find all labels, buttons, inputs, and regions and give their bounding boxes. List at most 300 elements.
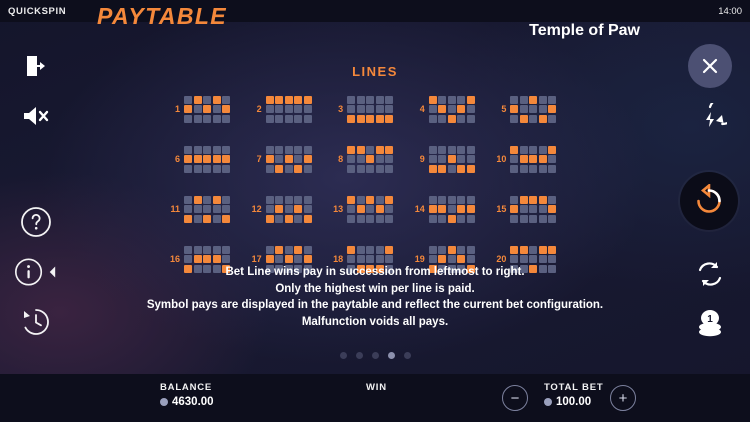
help-icon[interactable] <box>14 200 58 244</box>
payline-cell <box>194 196 202 204</box>
payline-cell <box>548 215 556 223</box>
payline-cell <box>285 246 293 254</box>
payline-cell <box>539 96 547 104</box>
bet-decrease-button[interactable]: − <box>502 385 528 411</box>
payline-cell <box>429 255 437 263</box>
payline-cell <box>457 115 465 123</box>
payline-cell <box>529 255 537 263</box>
payline-cell <box>457 96 465 104</box>
payline-cell <box>213 146 221 154</box>
payline-cell <box>366 246 374 254</box>
payline-cell <box>548 255 556 263</box>
payline-cell <box>194 165 202 173</box>
payline-cell <box>222 165 230 173</box>
payline-cell <box>275 115 283 123</box>
payline-cell <box>294 205 302 213</box>
payline-item <box>331 84 413 134</box>
clock: 14:00 <box>718 5 742 17</box>
payline-cell <box>213 155 221 163</box>
payline-cell <box>510 246 518 254</box>
payline-cell <box>347 205 355 213</box>
lines-heading: LINES <box>352 64 398 79</box>
page-title: PAYTABLE <box>97 3 228 29</box>
payline-cell <box>275 146 283 154</box>
payline-cell <box>548 155 556 163</box>
payline-cell <box>275 246 283 254</box>
left-toolbar <box>14 44 62 144</box>
payline-cell <box>376 255 384 263</box>
payline-cell <box>548 96 556 104</box>
payline-cell <box>438 165 446 173</box>
balance-value: 4630.00 <box>172 396 214 408</box>
payline-cell <box>457 146 465 154</box>
payline-cell <box>285 146 293 154</box>
payline-cell <box>448 255 456 263</box>
payline-cell <box>429 115 437 123</box>
payline-cell <box>529 215 537 223</box>
payline-cell <box>222 246 230 254</box>
payline-pattern <box>347 146 393 173</box>
payline-cell <box>529 196 537 204</box>
payline-cell <box>510 255 518 263</box>
rules-line: Only the highest win per line is paid. <box>275 282 475 295</box>
payline-cell <box>457 205 465 213</box>
payline-cell <box>203 196 211 204</box>
payline-cell <box>429 155 437 163</box>
payline-cell <box>194 205 202 213</box>
payline-cell <box>539 205 547 213</box>
payline-cell <box>266 246 274 254</box>
payline-cell <box>429 215 437 223</box>
payline-cell <box>194 215 202 223</box>
payline-cell <box>213 215 221 223</box>
payline-cell <box>385 165 393 173</box>
payline-cell <box>448 105 456 113</box>
payline-cell <box>539 165 547 173</box>
payline-item <box>250 134 332 184</box>
payline-cell <box>457 155 465 163</box>
payline-cell <box>194 96 202 104</box>
payline-pattern <box>184 96 230 123</box>
payline-cell <box>520 255 528 263</box>
payline-cell <box>304 96 312 104</box>
payline-cell <box>467 165 475 173</box>
payline-cell <box>213 205 221 213</box>
payline-cell <box>510 96 518 104</box>
payline-pattern <box>510 196 556 223</box>
payline-cell <box>285 205 293 213</box>
payline-cell <box>385 96 393 104</box>
payline-number: 3 <box>338 104 344 114</box>
payline-cell <box>347 115 355 123</box>
payline-number: 14 <box>414 204 425 214</box>
payline-number: 1 <box>174 104 180 114</box>
payline-cell <box>266 105 274 113</box>
bet-increase-button[interactable]: + <box>610 385 636 411</box>
payline-cell <box>539 105 547 113</box>
payline-cell <box>376 146 384 154</box>
payline-cell <box>376 215 384 223</box>
payline-cell <box>438 155 446 163</box>
payline-cell <box>304 146 312 154</box>
payline-cell <box>429 146 437 154</box>
payline-cell <box>448 155 456 163</box>
page-dot[interactable] <box>404 352 411 359</box>
payline-cell <box>429 165 437 173</box>
payline-cell <box>510 155 518 163</box>
payline-cell <box>529 96 537 104</box>
payline-cell <box>376 205 384 213</box>
payline-number: 8 <box>338 154 344 164</box>
payline-cell <box>520 96 528 104</box>
payline-cell <box>366 115 374 123</box>
payline-cell <box>203 146 211 154</box>
payline-cell <box>357 205 365 213</box>
rules-line: Malfunction voids all pays. <box>301 315 449 328</box>
payline-cell <box>347 246 355 254</box>
payline-cell <box>285 165 293 173</box>
payline-cell <box>304 155 312 163</box>
total-bet-value: 100.00 <box>556 396 592 408</box>
payline-cell <box>347 146 355 154</box>
payline-cell <box>457 215 465 223</box>
payline-cell <box>385 196 393 204</box>
payline-cell <box>222 196 230 204</box>
payline-cell <box>203 255 211 263</box>
payline-cell <box>438 246 446 254</box>
payline-cell <box>548 196 556 204</box>
payline-cell <box>520 215 528 223</box>
payline-cell <box>548 246 556 254</box>
payline-cell <box>510 105 518 113</box>
payline-cell <box>184 155 192 163</box>
payline-cell <box>285 105 293 113</box>
payline-pattern <box>347 196 393 223</box>
payline-cell <box>467 155 475 163</box>
payline-cell <box>467 205 475 213</box>
payline-cell <box>548 115 556 123</box>
payline-cell <box>203 155 211 163</box>
payline-cell <box>285 196 293 204</box>
payline-cell <box>376 115 384 123</box>
payline-cell <box>467 105 475 113</box>
payline-cell <box>222 115 230 123</box>
payline-cell <box>294 115 302 123</box>
payline-cell <box>520 165 528 173</box>
payline-cell <box>529 165 537 173</box>
win-label: WIN <box>366 382 387 393</box>
payline-cell <box>457 246 465 254</box>
payline-cell <box>438 196 446 204</box>
payline-cell <box>438 255 446 263</box>
payline-pattern <box>184 146 230 173</box>
payline-number: 18 <box>333 254 344 264</box>
payline-cell <box>266 196 274 204</box>
payline-cell <box>222 96 230 104</box>
payline-cell <box>347 96 355 104</box>
payline-cell <box>294 165 302 173</box>
balance-label: BALANCE <box>160 382 213 393</box>
payline-cell <box>357 105 365 113</box>
payline-cell <box>376 165 384 173</box>
payline-pattern <box>347 96 393 123</box>
sound-off-icon[interactable] <box>14 94 58 138</box>
payline-item <box>413 134 495 184</box>
payline-cell <box>457 105 465 113</box>
payline-cell <box>366 96 374 104</box>
payline-cell <box>294 155 302 163</box>
payline-cell <box>357 155 365 163</box>
payline-cell <box>510 205 518 213</box>
payline-item <box>168 134 250 184</box>
payline-pattern <box>429 96 475 123</box>
payline-cell <box>285 255 293 263</box>
payline-number: 10 <box>496 154 507 164</box>
payline-cell <box>203 105 211 113</box>
payline-cell <box>438 215 446 223</box>
payline-cell <box>222 255 230 263</box>
payline-pattern <box>429 196 475 223</box>
payline-number: 5 <box>501 104 507 114</box>
payline-cell <box>510 215 518 223</box>
payline-cell <box>222 215 230 223</box>
page-dot[interactable] <box>372 352 379 359</box>
payline-cell <box>347 155 355 163</box>
payline-cell <box>385 105 393 113</box>
payline-cell <box>385 205 393 213</box>
payline-cell <box>520 205 528 213</box>
payline-cell <box>529 146 537 154</box>
payline-cell <box>429 105 437 113</box>
payline-cell <box>438 105 446 113</box>
payline-cell <box>285 115 293 123</box>
payline-cell <box>357 255 365 263</box>
payline-cell <box>357 165 365 173</box>
payline-cell <box>457 255 465 263</box>
payline-cell <box>385 146 393 154</box>
payline-cell <box>266 255 274 263</box>
payline-cell <box>347 105 355 113</box>
payline-cell <box>467 255 475 263</box>
svg-text:1: 1 <box>707 314 713 325</box>
payline-cell <box>520 246 528 254</box>
payline-cell <box>529 155 537 163</box>
payline-cell <box>548 165 556 173</box>
payline-cell <box>194 246 202 254</box>
payline-cell <box>184 96 192 104</box>
payline-cell <box>222 205 230 213</box>
balance-meter <box>160 382 214 408</box>
payline-cell <box>429 196 437 204</box>
payline-cell <box>304 115 312 123</box>
payline-cell <box>539 196 547 204</box>
payline-cell <box>366 215 374 223</box>
payline-cell <box>304 215 312 223</box>
payline-cell <box>448 215 456 223</box>
payline-cell <box>385 115 393 123</box>
payline-cell <box>194 146 202 154</box>
payline-cell <box>448 196 456 204</box>
payline-cell <box>438 205 446 213</box>
win-meter <box>366 382 387 396</box>
payline-cell <box>467 215 475 223</box>
payline-cell <box>304 246 312 254</box>
payline-cell <box>357 215 365 223</box>
payline-cell <box>203 215 211 223</box>
payline-cell <box>448 165 456 173</box>
payline-item <box>494 134 576 184</box>
paylines-grid <box>168 84 576 284</box>
payline-cell <box>213 115 221 123</box>
turbo-icon[interactable] <box>688 98 732 142</box>
payline-cell <box>385 155 393 163</box>
rules-line: Symbol pays are displayed in the paytable and reflect the current bet configuration. <box>146 299 604 311</box>
payline-number: 4 <box>419 104 425 114</box>
payline-cell <box>347 215 355 223</box>
payline-cell <box>520 115 528 123</box>
payline-cell <box>294 255 302 263</box>
payline-cell <box>539 115 547 123</box>
payline-cell <box>467 246 475 254</box>
payline-cell <box>520 146 528 154</box>
payline-cell <box>366 155 374 163</box>
payline-cell <box>194 115 202 123</box>
payline-pattern <box>266 96 312 123</box>
payline-cell <box>294 215 302 223</box>
page-dot[interactable] <box>356 352 363 359</box>
payline-number: 15 <box>496 204 507 214</box>
payline-item <box>494 184 576 234</box>
payline-cell <box>275 155 283 163</box>
payline-number: 12 <box>251 204 262 214</box>
payline-cell <box>548 105 556 113</box>
payline-pattern <box>184 196 230 223</box>
payline-cell <box>548 205 556 213</box>
payline-cell <box>304 105 312 113</box>
payline-pattern <box>510 96 556 123</box>
payline-cell <box>520 196 528 204</box>
total-bet-label: TOTAL BET <box>544 382 604 393</box>
payline-cell <box>184 255 192 263</box>
coin-icon <box>544 398 552 406</box>
payline-cell <box>222 155 230 163</box>
payline-cell <box>429 205 437 213</box>
payline-item <box>168 184 250 234</box>
payline-cell <box>266 155 274 163</box>
payline-cell <box>510 115 518 123</box>
payline-cell <box>467 96 475 104</box>
payline-cell <box>275 165 283 173</box>
payline-cell <box>448 96 456 104</box>
payline-cell <box>285 96 293 104</box>
payline-cell <box>539 246 547 254</box>
payline-cell <box>529 205 537 213</box>
balance-value-row <box>160 396 214 408</box>
payline-cell <box>285 215 293 223</box>
payline-cell <box>213 96 221 104</box>
payline-cell <box>275 255 283 263</box>
coin-icon <box>160 398 168 406</box>
payline-cell <box>184 196 192 204</box>
total-bet-meter <box>544 382 603 408</box>
payline-cell <box>304 196 312 204</box>
payline-cell <box>266 115 274 123</box>
payline-number: 11 <box>170 204 180 214</box>
payline-cell <box>184 215 192 223</box>
payline-number: 7 <box>256 154 262 164</box>
payline-cell <box>304 165 312 173</box>
payline-cell <box>294 96 302 104</box>
total-bet-value-row <box>544 396 603 408</box>
payline-cell <box>357 146 365 154</box>
payline-cell <box>366 165 374 173</box>
payline-pattern <box>429 146 475 173</box>
payline-cell <box>467 196 475 204</box>
payline-cell <box>347 165 355 173</box>
game-title: Temple of Paw <box>529 22 640 39</box>
payline-cell <box>429 246 437 254</box>
payline-cell <box>467 146 475 154</box>
payline-cell <box>385 215 393 223</box>
payline-cell <box>366 205 374 213</box>
payline-cell <box>548 146 556 154</box>
payline-item <box>250 184 332 234</box>
payline-cell <box>304 205 312 213</box>
payline-cell <box>213 246 221 254</box>
payline-cell <box>184 165 192 173</box>
payline-number: 9 <box>419 154 425 164</box>
payline-cell <box>304 255 312 263</box>
payline-cell <box>266 205 274 213</box>
payline-cell <box>275 196 283 204</box>
page-dot[interactable] <box>388 352 395 359</box>
payline-number: 13 <box>333 204 344 214</box>
payline-cell <box>539 255 547 263</box>
page-dot[interactable] <box>340 352 347 359</box>
payline-cell <box>275 215 283 223</box>
payline-number: 20 <box>496 254 507 264</box>
payline-item <box>331 184 413 234</box>
payline-cell <box>539 215 547 223</box>
payline-pattern <box>266 146 312 173</box>
payline-cell <box>266 96 274 104</box>
payline-cell <box>366 255 374 263</box>
payline-cell <box>376 96 384 104</box>
payline-cell <box>266 215 274 223</box>
payline-cell <box>510 165 518 173</box>
payline-cell <box>184 146 192 154</box>
payline-cell <box>213 165 221 173</box>
payline-cell <box>222 105 230 113</box>
payline-cell <box>275 105 283 113</box>
bottom-bar <box>0 374 750 422</box>
payline-cell <box>194 155 202 163</box>
payline-cell <box>366 105 374 113</box>
payline-cell <box>510 146 518 154</box>
payline-cell <box>357 96 365 104</box>
payline-cell <box>213 196 221 204</box>
payline-cell <box>222 146 230 154</box>
payline-cell <box>448 205 456 213</box>
payline-item <box>250 84 332 134</box>
payline-cell <box>275 96 283 104</box>
payline-cell <box>194 255 202 263</box>
payline-cell <box>357 115 365 123</box>
payline-cell <box>539 155 547 163</box>
payline-cell <box>376 246 384 254</box>
payline-cell <box>347 196 355 204</box>
spin-icon[interactable] <box>680 172 738 230</box>
